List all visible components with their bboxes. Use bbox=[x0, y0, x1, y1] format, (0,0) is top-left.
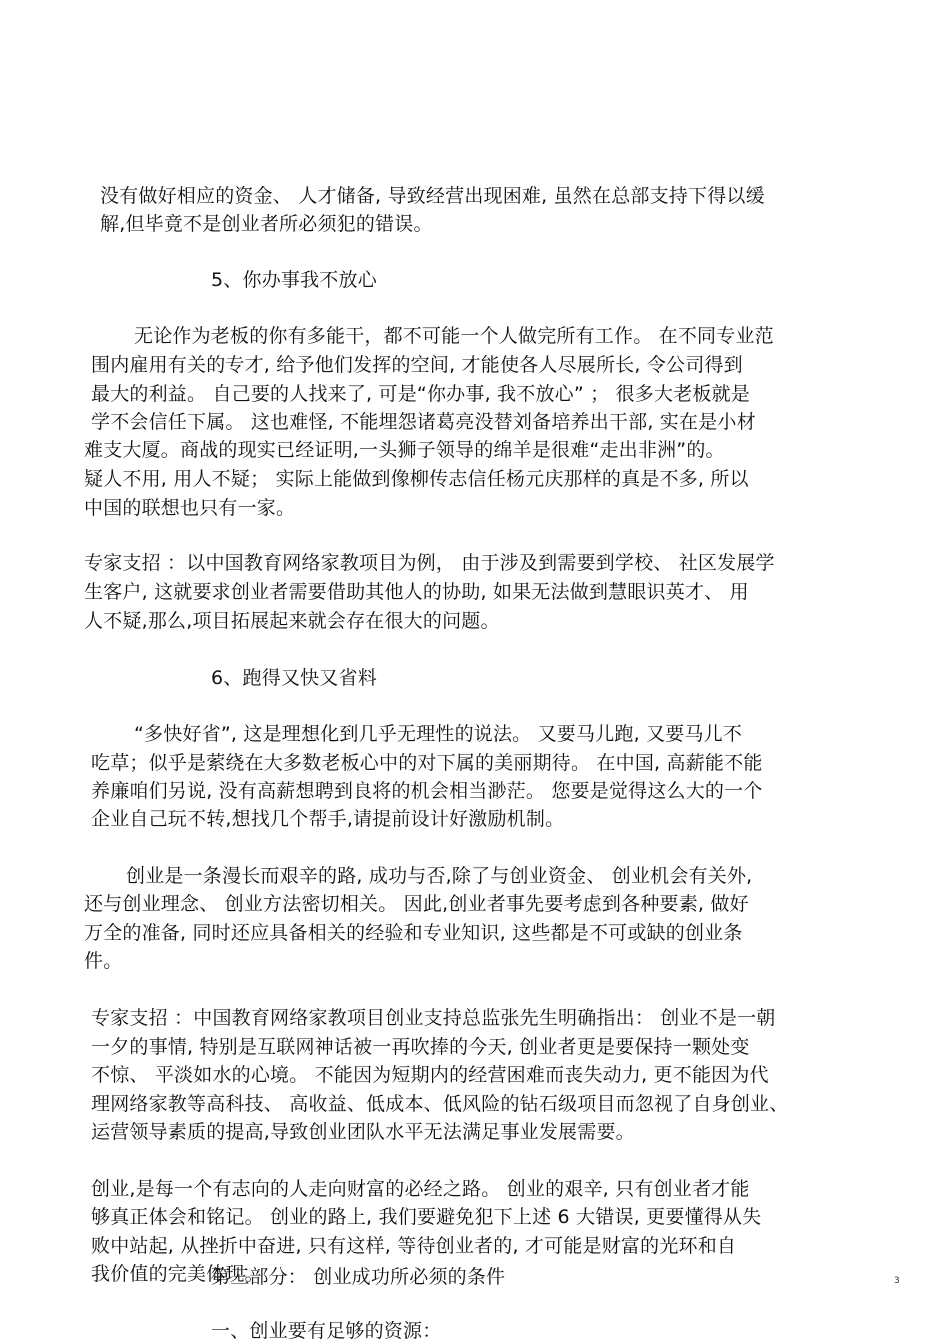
text-line: 还与创业理念、 创业方法密切相关。 因此,创业者事先要考虑到各种要素, 做好 bbox=[84, 893, 749, 915]
text-line: 解,但毕竟不是创业者所必须犯的错误。 bbox=[100, 213, 433, 235]
text-line: 养廉咱们另说, 没有高薪想聘到良将的机会相当渺茫。 您要是觉得这么大的一个 bbox=[91, 780, 763, 802]
text-line: 运营领导素质的提高,导致创业团队水平无法满足事业发展需要。 bbox=[91, 1121, 635, 1143]
text-line: 最大的利益。 自己要的人找来了, 可是“你办事, 我不放心” ； 很多大老板就是 bbox=[91, 383, 750, 405]
text-line: 万全的准备, 同时还应具备相关的经验和专业知识, 这些都是不可或缺的创业条 bbox=[84, 922, 743, 944]
text-line: 没有做好相应的资金、 人才储备, 导致经营出现困难, 虽然在总部支持下得以缓 bbox=[100, 185, 765, 207]
text-line: 败中站起, 从挫折中奋进, 只有这样, 等待创业者的, 才可能是财富的光环和自 bbox=[91, 1235, 737, 1257]
text-line: 创业是一条漫长而艰辛的路, 成功与否,除了与创业资金、 创业机会有关外, bbox=[126, 865, 753, 887]
part-heading: 第三部分： 创业成功所必须的条件 bbox=[211, 1266, 506, 1288]
text-line: 件。 bbox=[84, 950, 123, 972]
text-line: 创业,是每一个有志向的人走向财富的必经之路。 创业的艰辛, 只有创业者才能 bbox=[91, 1178, 750, 1200]
section-heading: 一、创业要有足够的资源： bbox=[211, 1320, 442, 1342]
text-line: 吃草；似乎是萦绕在大多数老板心中的对下属的美丽期待。 在中国, 高薪能不能 bbox=[91, 752, 763, 774]
text-line: 生客户, 这就要求创业者需要借助其他人的协助, 如果无法做到慧眼识英才、 用 bbox=[84, 581, 749, 603]
text-line: 我价值的完美体现。 bbox=[91, 1263, 264, 1285]
section-heading: 5、你办事我不放心 bbox=[211, 269, 377, 291]
text-line: 专家支招 ：中国教育网络家教项目创业支持总监张先生明确指出： 创业不是一朝 bbox=[91, 1007, 776, 1029]
page-number: 3 bbox=[894, 1276, 900, 1286]
text-line: 一夕的事情, 特别是互联网神话被一再吹捧的今天, 创业者更是要保持一颗处变 bbox=[91, 1036, 750, 1058]
text-line: 围内雇用有关的专才, 给予他们发挥的空间, 才能使各人尽展所长, 令公司得到 bbox=[91, 354, 743, 376]
text-line: “多快好省”, 这是理想化到几乎无理性的说法。 又要马儿跑, 又要马儿不 bbox=[134, 723, 743, 745]
text-line: 企业自己玩不转,想找几个帮手,请提前设计好激励机制。 bbox=[91, 808, 565, 830]
text-line: 不惊、 平淡如水的心境。 不能因为短期内的经营困难而丧失动力, 更不能因为代 bbox=[91, 1064, 769, 1086]
text-line: 人不疑,那么,项目拓展起来就会存在很大的问题。 bbox=[84, 610, 500, 632]
section-heading: 6、跑得又快又省料 bbox=[211, 667, 377, 689]
text-line: 专家支招 ：以中国教育网络家教项目为例， 由于涉及到需要到学校、 社区发展学 bbox=[84, 552, 775, 574]
text-line: 学不会信任下属。 这也难怪, 不能埋怨诸葛亮没替刘备培养出干部, 实在是小材 bbox=[91, 411, 756, 433]
text-line: 无论作为老板的你有多能干，都不可能一个人做完所有工作。 在不同专业范 bbox=[134, 325, 774, 347]
text-line: 疑人不用, 用人不疑； 实际上能做到像柳传志信任杨元庆那样的真是不多, 所以 bbox=[84, 468, 749, 490]
text-line: 理网络家教等高科技、 高收益、低成本、低风险的钻石级项目而忽视了自身创业、 bbox=[91, 1093, 789, 1115]
text-line: 中国的联想也只有一家。 bbox=[84, 497, 296, 519]
text-line: 够真正体会和铭记。 创业的路上, 我们要避免犯下上述 6 大错误, 更要懂得从失 bbox=[91, 1206, 762, 1228]
text-line: 难支大厦。商战的现实已经证明,一头狮子领导的绵羊是很难“走出非洲”的。 bbox=[84, 439, 725, 461]
